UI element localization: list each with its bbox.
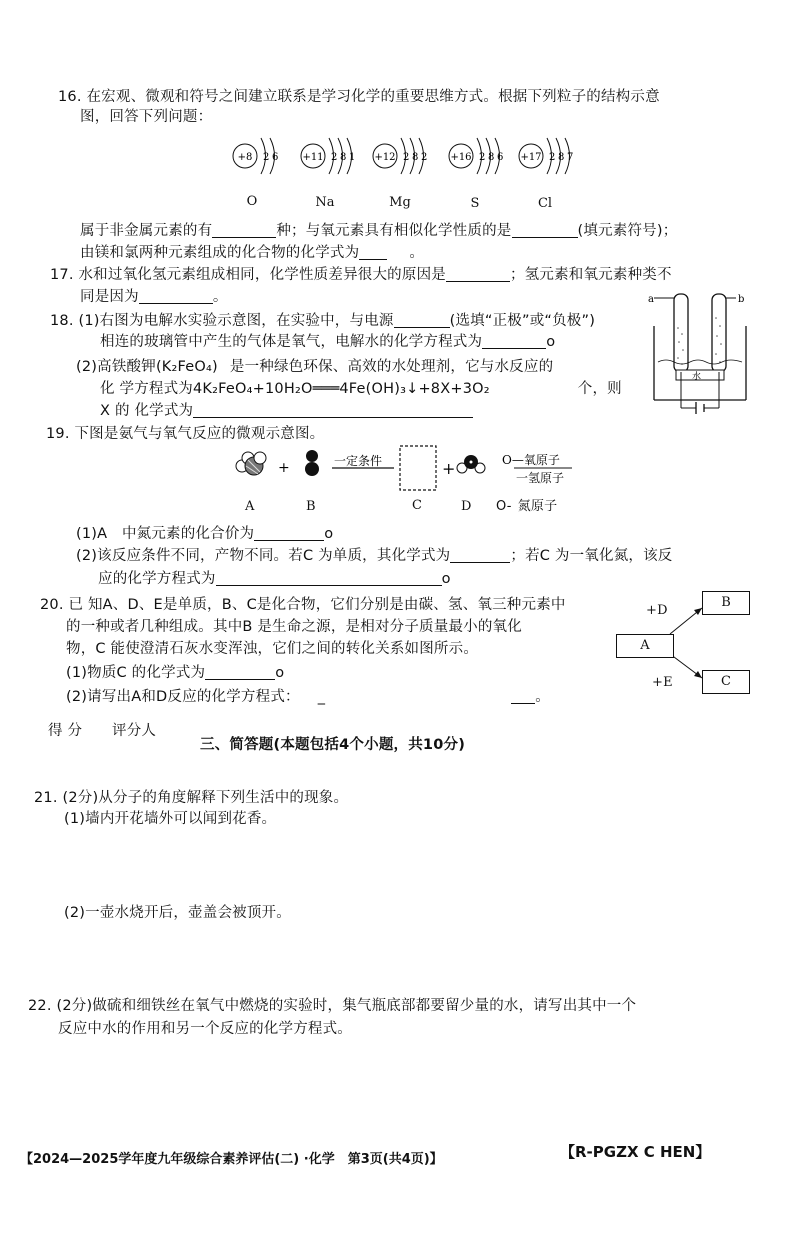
nucleus-charge: +11 [302,152,324,163]
q22-line1: 22. (2分)做硫和细铁丝在氧气中燃烧的实验时，集气瓶底部都要留少量的水，请写出其中一个 [28,998,637,1014]
q20-line3: 物，C 能使澄清石灰水变浑浊，它们之间的转化关系如图所示。 [66,641,479,657]
label-c: C [412,498,423,513]
q20-line2: 的一种或者几种组成。其中B 是生命之源，是相对分子质量最小的氧化 [66,619,522,635]
box-c: C [702,670,750,694]
q19-line4: 应的化学方程式为 o [98,571,451,587]
grader-label: 评分人 [112,723,157,739]
shell-electron-count: 8 [412,152,419,163]
answer-blank[interactable] [512,223,578,238]
q21-line2: (1)墙内开花墙外可以闻到花香。 [64,811,277,827]
q18-line4: 化 学方程式为4K₂FeO₄+10H₂O═══4Fe(OH)₃↓+8X+3O₂ 个，则 [100,381,622,397]
tube-a-label: a [648,294,654,305]
nucleus-charge: +16 [450,152,472,163]
shell-electron-count: 2 [263,152,270,163]
nucleus-charge: +17 [520,152,542,163]
molecule-d [457,455,485,473]
box-a: A [616,634,674,658]
answer-blank[interactable] [205,665,275,680]
shell-electron-count: 2 [549,152,556,163]
q19-line2: (1)A 中氮元素的化合价为 o [76,526,334,542]
q18-line3: (2)高铁酸钾(K₂FeO₄) 是一种绿色环保、高效的水处理剂，它与水反应的 [76,359,554,375]
shell-electron-count: 6 [272,152,279,163]
answer-blank[interactable] [511,689,535,704]
q17-line2: 同是因为 。 [80,289,228,305]
legend-nitrogen: O- 氮原子 [496,499,558,514]
shell-electron-count: 6 [497,152,504,163]
legend-hydrogen: 一氢原子 [516,471,565,485]
q16-line2: 图，回答下列问题： [80,109,213,125]
atom-cl [519,138,573,174]
molecule-b [305,450,319,476]
reaction-condition: 一定条件 [334,454,383,468]
tube-b-label: b [738,294,745,305]
electrolysis-apparatus-diagram [646,288,756,418]
q18-line5: X 的 化学式为 [100,402,473,420]
atom-label-na: Na [315,195,335,210]
label-plus-e: +E [652,675,673,690]
q21-line1: 21. (2分)从分子的角度解释下列生活中的现象。 [34,790,349,806]
q19-line1: 19. 下图是氨气与氧气反应的微观示意图。 [46,426,325,442]
shell-electron-count: 2 [331,152,338,163]
footer-left: 【2024—2025学年度九年级综合素养评估(二) ·化学 第3页(共4页)】 [20,1152,443,1167]
legend-oxygen: O—氧原子 [502,453,560,467]
q20-line4: (1)物质C 的化学式为 o [66,665,285,681]
plus-sign: + [278,460,290,476]
q16-line3: 属于非金属元素的有 种；与氧元素具有相似化学性质的是 (填元素符号)； [80,223,678,239]
atom-label-mg: Mg [389,195,411,210]
answer-blank[interactable] [193,403,473,418]
q16-line1: 16. 在宏观、微观和符号之间建立联系是学习化学的重要思维方式。根据下列粒子的结构示意 [58,89,660,105]
atom-label-o: O [246,194,258,209]
answer-blank[interactable] [139,289,213,304]
answer-blank[interactable] [482,334,546,349]
footer-right: 【R-PGZX C HEN】 [560,1143,711,1161]
molecule-a [236,452,266,475]
shell-electron-count: 8 [340,152,347,163]
label-b: B [306,499,316,514]
answer-blank[interactable] [450,548,510,563]
shell-electron-count: 8 [488,152,495,163]
answer-blank[interactable] [216,571,442,586]
atom-label-s: S [470,196,480,211]
section-title: 三、简答题(本题包括4个小题，共10分) [200,737,466,753]
atom-structure-diagrams [225,128,595,188]
atom-mg [373,138,427,174]
water-label: 水 [692,372,702,382]
q20-line1: 20. 已 知A、D、E是单质，B、C是化合物，它们分别是由碳、氢、氧三种元素中 [40,597,566,613]
q18-line2: 相连的玻璃管中产生的气体是氧气，电解水的化学方程式为 o [100,334,556,350]
shell-electron-count: 2 [421,152,428,163]
shell-electron-count: 8 [558,152,565,163]
atom-na [301,138,355,174]
answer-blank[interactable] [446,267,510,282]
answer-blank[interactable] [254,526,324,541]
label-a: A [245,499,255,514]
q18-line1: 18. (1)右图为电解水实验示意图，在实验中，与电源 (选填“正极”或“负极”) [50,313,596,329]
reaction-micro-diagram [228,444,588,496]
box-b: B [702,591,750,615]
label-plus-d: +D [646,603,668,618]
atom-s [449,138,503,174]
nucleus-charge: +8 [237,152,253,163]
q20-line5: (2)请写出A和D反应的化学方程式： _ 。 [66,689,550,705]
shell-electron-count: 2 [479,152,486,163]
atom-label-cl: Cl [537,196,553,211]
atom-o [233,138,278,174]
q21-line3: (2)一壶水烧开后，壶盖会被顶开。 [64,905,291,921]
answer-blank[interactable] [212,223,276,238]
label-d: D [461,499,472,514]
q17-line1: 17. 水和过氧化氢元素组成相同，化学性质差异很大的原因是 ；氢元素和氧元素种类不 [50,267,672,283]
shell-electron-count: 1 [349,152,356,163]
q16-line4: 由镁和氯两种元素组成的化合物的化学式为 。 [80,245,425,261]
answer-blank[interactable] [394,313,450,328]
plus-sign: + [442,459,456,478]
score-label: 得 分 [48,723,83,739]
q22-line2: 反应中水的作用和另一个反应的化学方程式。 [58,1021,352,1037]
shell-electron-count: 2 [403,152,410,163]
nucleus-charge: +12 [374,152,396,163]
q19-line3: (2)该反应条件不同，产物不同。若C 为单质，其化学式为 ；若C 为一氧化氮，该反 [76,548,673,564]
shell-electron-count: 7 [567,152,574,163]
answer-blank[interactable] [359,245,387,260]
